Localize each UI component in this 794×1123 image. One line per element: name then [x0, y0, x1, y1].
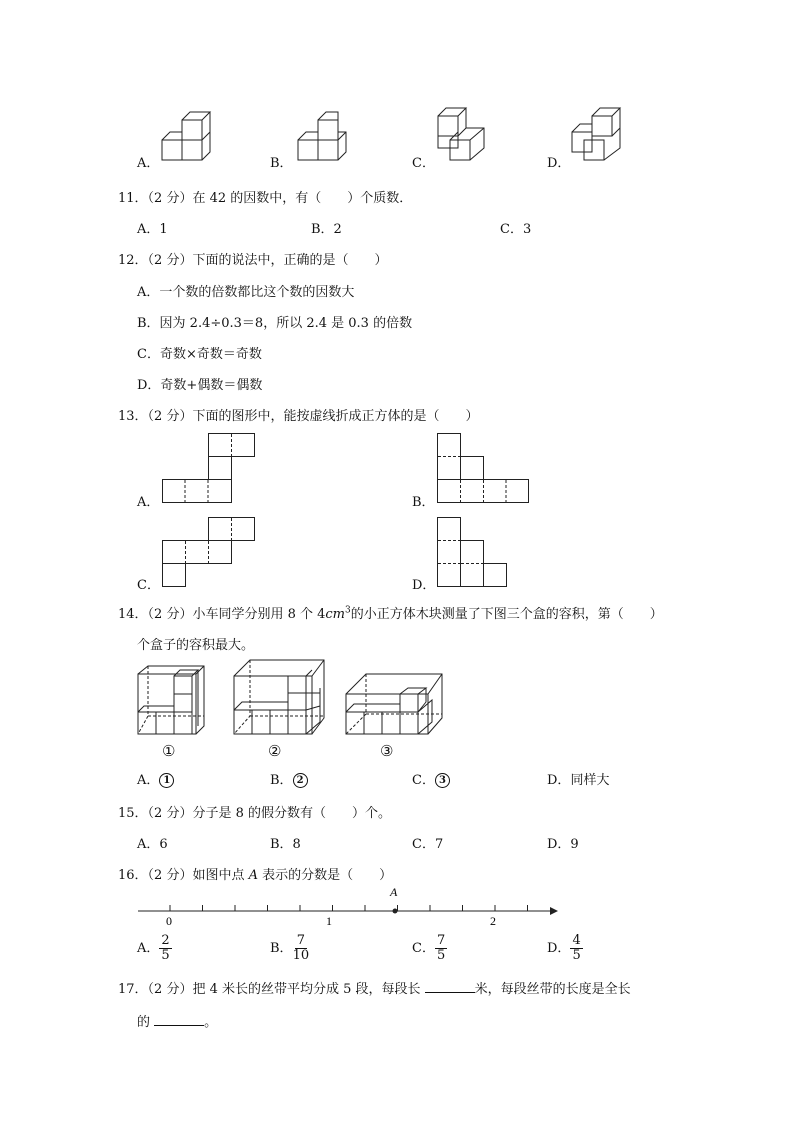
q10-figure-c	[436, 104, 496, 166]
q12-option-b[interactable]: B．因为 2.4÷0.3＝8，所以 2.4 是 0.3 的倍数	[137, 316, 413, 331]
q14-option-c[interactable]: C． 3	[412, 769, 450, 788]
q13-option-c[interactable]: C．	[137, 578, 160, 593]
q13-net-b	[437, 432, 537, 504]
q11-option-b[interactable]: B．2	[311, 222, 342, 237]
q14-option-a[interactable]: A． 1	[137, 769, 174, 788]
q16-tick-label-1: 1	[326, 914, 332, 928]
q14-stem: 14．（2 分）小车同学分别用 8 个 $4cm^3$的小正方体木块测量了下图三个盒的容积，第（ ）	[118, 605, 663, 622]
q16-option-b[interactable]: B． $\frac{7}{10}$	[270, 933, 310, 963]
q15-stem: 15．（2 分）分子是 8 的假分数有（ ）个。	[118, 806, 391, 821]
q10-option-b[interactable]: B．	[270, 156, 293, 171]
q14-box-1	[136, 664, 206, 736]
q17-stem-line2: 的 。	[137, 1011, 217, 1030]
q14-box-label-2: ②	[268, 742, 282, 760]
q16-tick-label-2: 2	[490, 914, 496, 928]
q16-stem: 16．（2 分）如图中点 A 表示的分数是（ ）	[118, 868, 393, 883]
q15-option-b[interactable]: B．8	[270, 837, 301, 852]
q13-option-b[interactable]: B．	[412, 495, 435, 510]
q13-net-a	[162, 432, 262, 504]
q17-stem: 17．（2 分）把 4 米长的丝带平均分成 5 段，每段长 米，每段丝带的长度是全长	[118, 978, 631, 997]
q11-stem: 11．（2 分）在 42 的因数中，有（ ）个质数．	[118, 191, 413, 206]
q10-option-a[interactable]: A．	[137, 156, 160, 171]
q14-box-label-1: ①	[162, 742, 176, 760]
q11-option-c[interactable]: C．3	[500, 222, 532, 237]
q15-option-a[interactable]: A．6	[137, 837, 168, 852]
q13-option-a[interactable]: A．	[137, 495, 160, 510]
q16-number-line	[136, 884, 566, 930]
q14-option-d[interactable]: D．同样大	[547, 773, 610, 788]
q10-figure-a	[160, 112, 220, 167]
q16-ticks	[170, 905, 528, 911]
q11-option-a[interactable]: A．1	[137, 222, 168, 237]
q16-option-d[interactable]: D． $\frac{4}{5}$	[547, 933, 581, 963]
q14-box-2	[232, 658, 327, 736]
q12-option-a[interactable]: A．一个数的倍数都比这个数的因数大	[137, 285, 355, 300]
q13-stem: 13．（2 分）下面的图形中，能按虚线折成正方体的是（ ）	[118, 409, 479, 424]
q13-net-c	[162, 516, 262, 588]
q14-stem-line2: 个盒子的容积最大。	[137, 638, 255, 653]
q12-option-c[interactable]: C．奇数×奇数＝奇数	[137, 347, 262, 362]
q16-axis-arrow	[550, 907, 558, 915]
q14-box-3	[344, 672, 444, 736]
q16-option-c[interactable]: C． $\frac{7}{5}$	[412, 933, 446, 963]
q16-point-a	[393, 909, 398, 914]
q15-option-c[interactable]: C．7	[412, 837, 444, 852]
q14-option-b[interactable]: B． 2	[270, 769, 308, 788]
q17-blank-2[interactable]	[154, 1012, 204, 1026]
q10-option-d[interactable]: D．	[547, 156, 571, 171]
q13-option-d[interactable]: D．	[412, 578, 436, 593]
q15-option-d[interactable]: D．9	[547, 837, 579, 852]
q16-point-label: A	[390, 885, 398, 899]
q12-option-d[interactable]: D．奇数+偶数＝偶数	[137, 378, 263, 393]
q10-option-c[interactable]: C．	[412, 156, 435, 171]
q10-figure-b	[296, 112, 356, 167]
q16-option-a[interactable]: A． $\frac{2}{5}$	[137, 933, 170, 963]
q12-stem: 12．（2 分）下面的说法中，正确的是（ ）	[118, 253, 388, 268]
q13-net-d	[437, 516, 537, 588]
q16-tick-label-0: 0	[166, 914, 172, 928]
q14-box-label-3: ③	[380, 742, 394, 760]
q10-figure-d	[570, 104, 630, 166]
q17-blank-1[interactable]	[425, 979, 475, 993]
